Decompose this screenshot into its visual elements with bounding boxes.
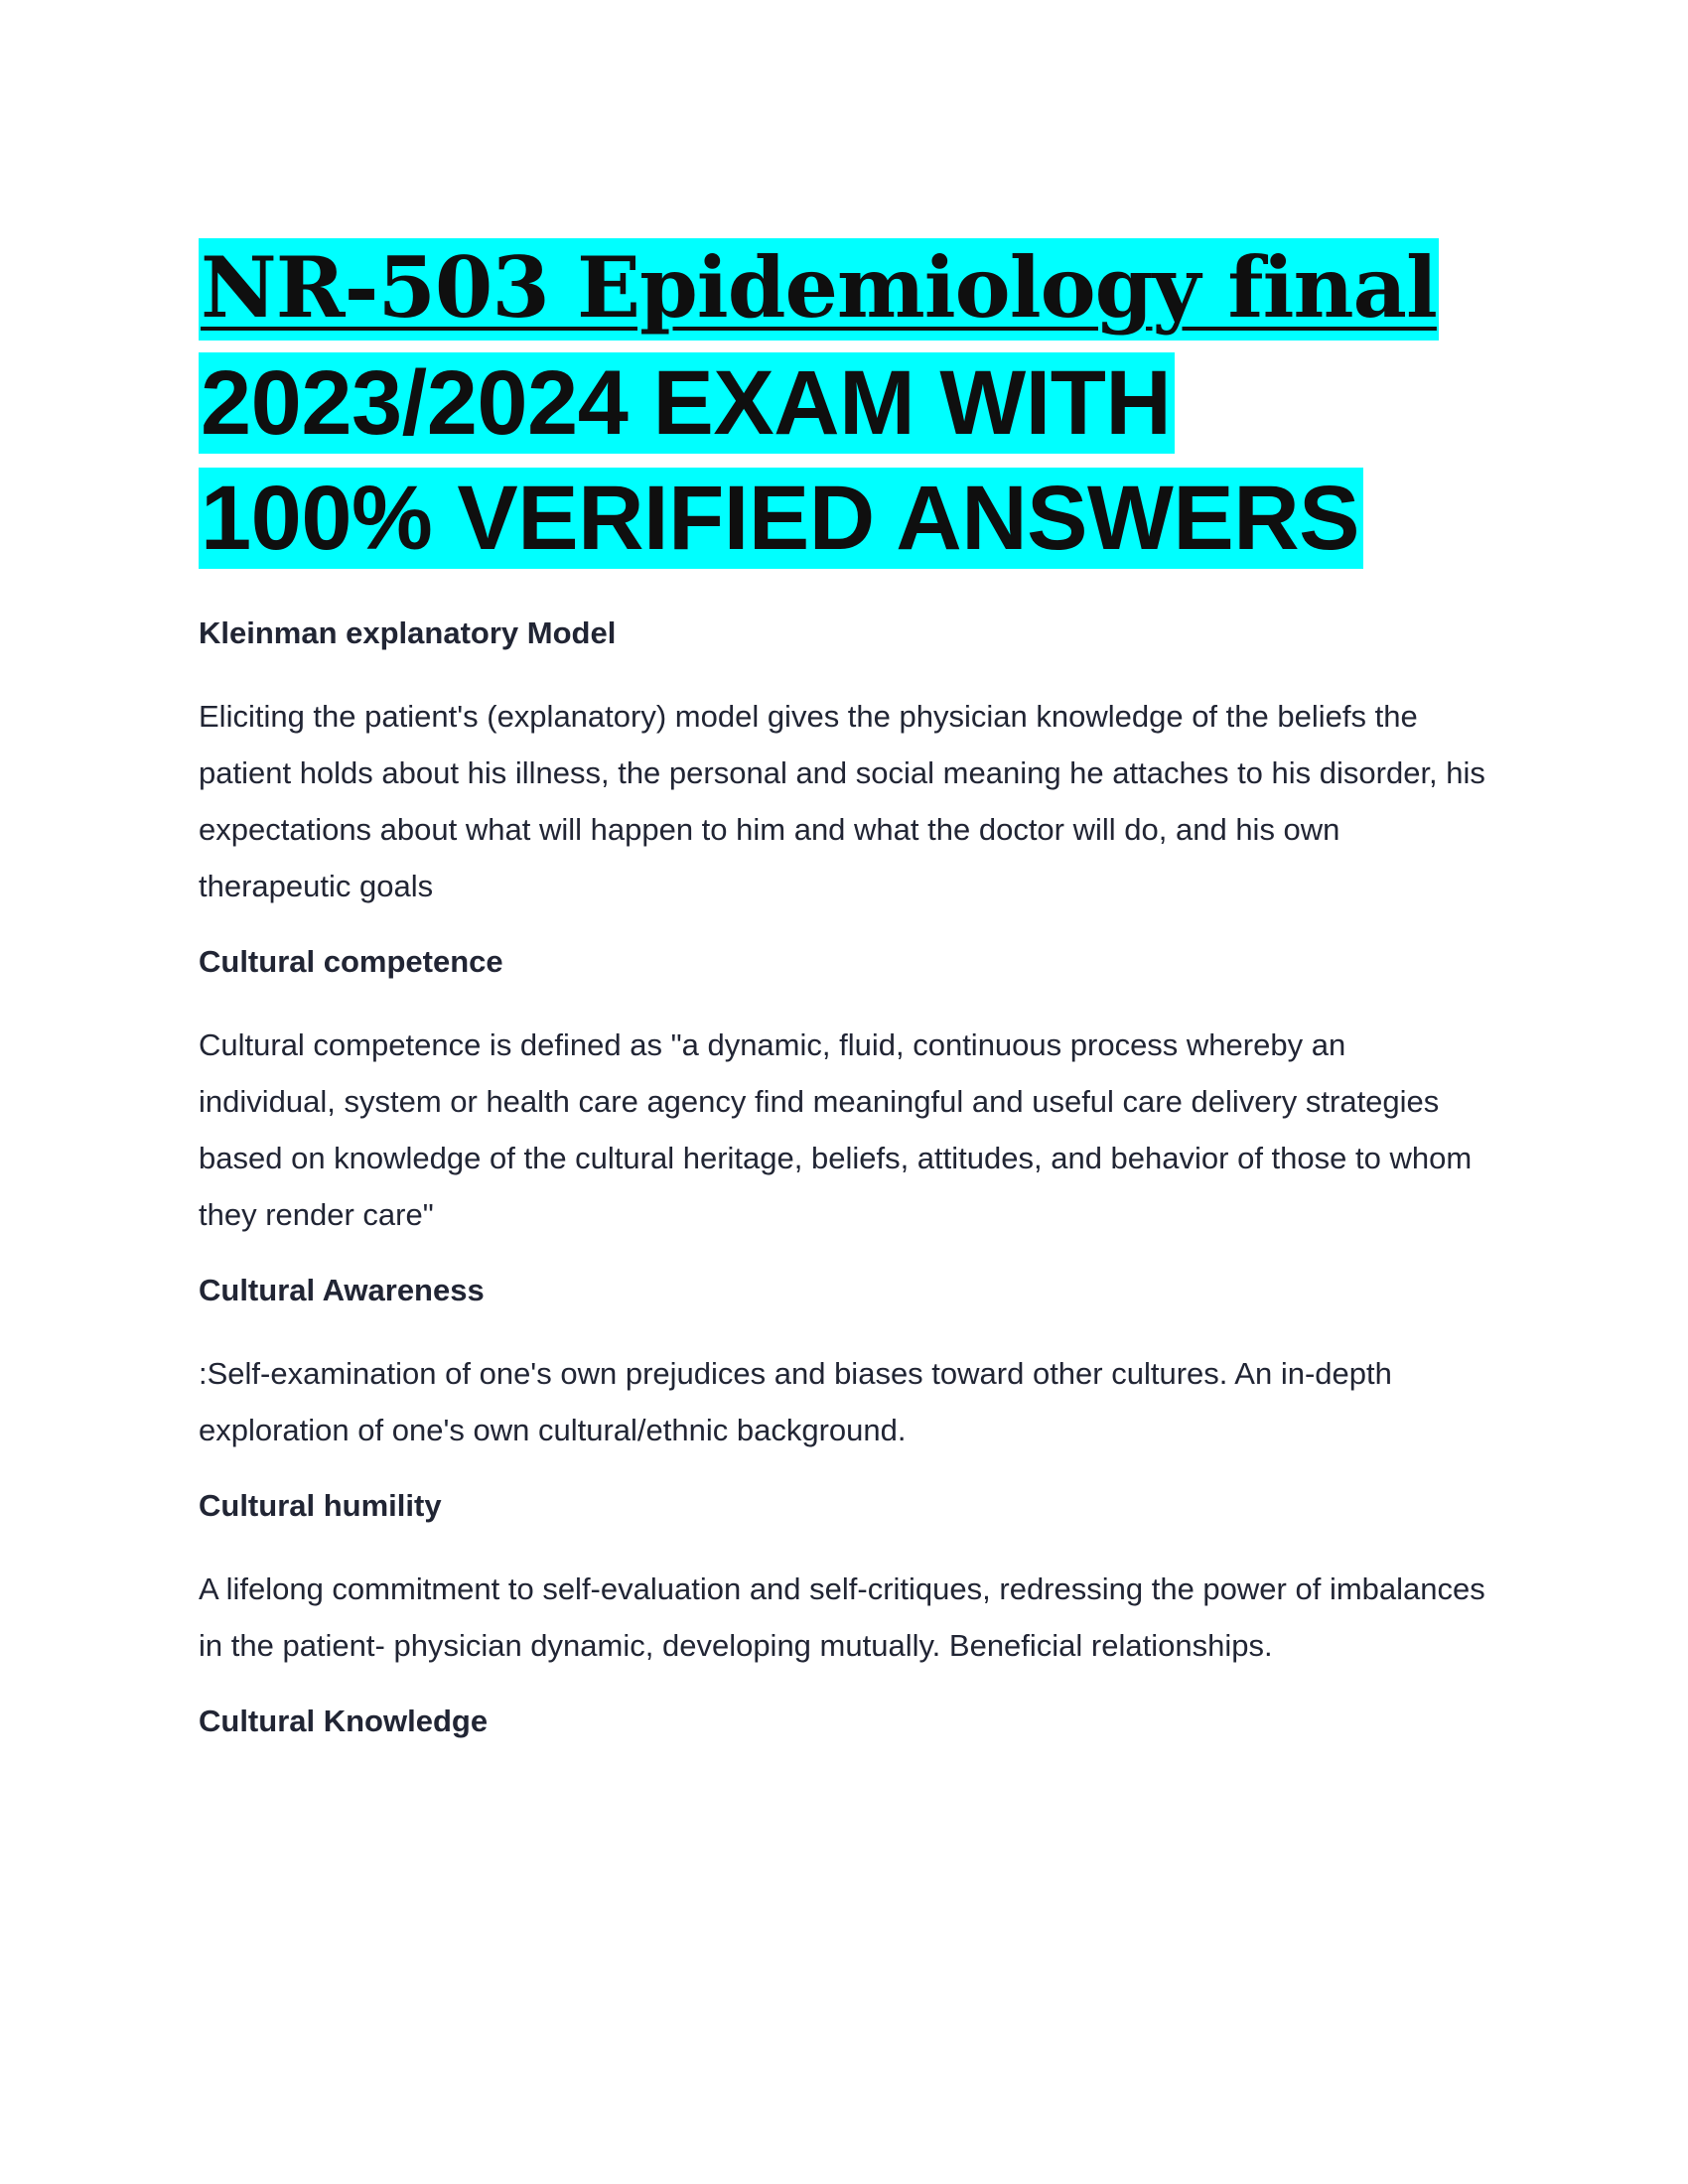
term-heading: Cultural Knowledge	[199, 1704, 489, 1738]
qa-entry-kleinman	[199, 614, 1489, 914]
definition-text: Eliciting the patient's (explanatory) model gives the physician knowledge of the beliefs the patient holds about his illness, the personal and social meaning he attaches to his disorder, his expectations about what will happen to him and what the doctor will do, and his own therapeutic goals	[199, 699, 1485, 903]
qa-entry-cultural-competence	[199, 942, 1489, 1243]
qa-entry-cultural-humility	[199, 1486, 1489, 1674]
definition-text: A lifelong commitment to self-evaluation and self-critiques, redressing the power of imbalances in the patient- physician dynamic, developing mutually. Beneficial relationships.	[199, 1571, 1485, 1663]
title-row-2	[199, 345, 1489, 461]
title-row-1	[199, 230, 1489, 345]
qa-entry-cultural-awareness	[199, 1271, 1489, 1458]
title-line-3: 100% VERIFIED ANSWERS	[199, 468, 1363, 569]
document-content	[199, 230, 1489, 1776]
definition-text: :Self-examination of one's own prejudices and biases toward other cultures. An in-depth exploration of one's own cultural/ethnic background.	[199, 1356, 1392, 1447]
title-line-1: NR-503 Epidemiology final	[199, 238, 1439, 341]
title-row-3	[199, 461, 1489, 576]
term-heading: Kleinman explanatory Model	[199, 615, 617, 650]
term-heading: Cultural humility	[199, 1488, 442, 1523]
document-title	[199, 230, 1489, 576]
term-heading: Cultural Awareness	[199, 1273, 485, 1307]
definition-text: Cultural competence is defined as "a dynamic, fluid, continuous process whereby an individual, system or health care agency find meaningful and useful care delivery strategies based on knowledge of the cultural heritage, beliefs, attitudes, and behavior of those to whom they render care"	[199, 1027, 1473, 1232]
title-line-2: 2023/2024 EXAM WITH	[199, 352, 1175, 454]
term-heading: Cultural competence	[199, 944, 503, 979]
qa-entry-cultural-knowledge	[199, 1702, 1489, 1741]
